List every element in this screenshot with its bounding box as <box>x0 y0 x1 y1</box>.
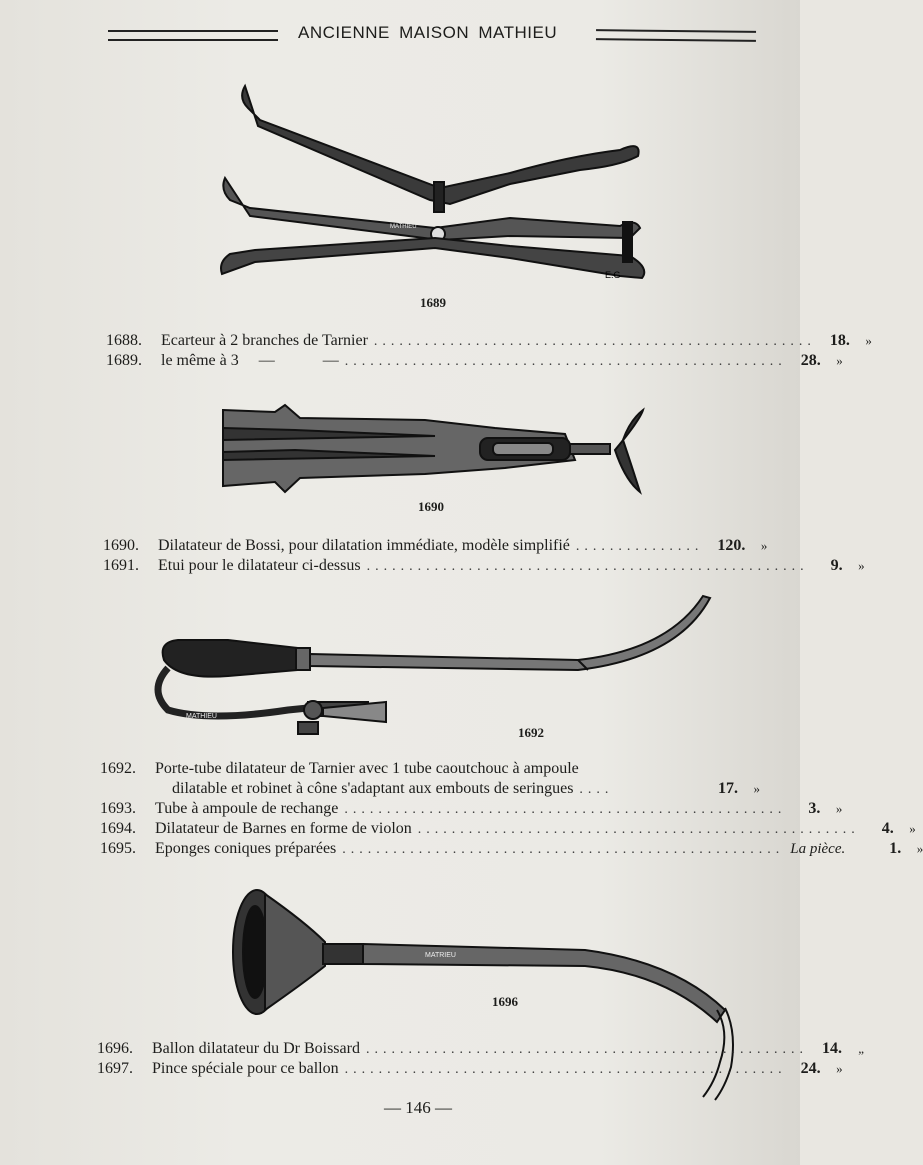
entry-unit: » <box>753 781 760 796</box>
entry-description: Etui pour le dilatateur ci-dessus <box>158 557 361 574</box>
leader-dots: .... <box>579 782 614 797</box>
maker-mark: MATHIEU <box>390 224 417 230</box>
entry-unit: » <box>760 538 768 553</box>
entry-price: 120. <box>717 537 746 554</box>
page-header <box>108 22 758 48</box>
entry-description: Porte-tube dilatateur de Tarnier avec 1 tube caoutchouc à ampoule <box>155 760 579 777</box>
entry-row <box>100 760 760 780</box>
entry-number: 1692. <box>100 760 136 777</box>
entry-row <box>100 800 843 820</box>
engraver-mark: E.G <box>605 270 621 280</box>
entry-description: le même à 3 — — <box>161 352 339 369</box>
entry-description: Ballon dilatateur du Dr Boissard <box>152 1040 360 1057</box>
leader-dots: ............... <box>575 539 704 554</box>
leader-dots: .................................................... <box>417 822 860 837</box>
entry-price: 24. <box>800 1060 821 1077</box>
figure-1689-retractor <box>210 78 670 293</box>
entry-row <box>97 1060 843 1080</box>
entry-row <box>106 352 843 372</box>
entry-unit: » <box>836 1061 843 1076</box>
entry-continuation: dilatable et robinet à cône s'adaptant aux embouts de seringues <box>172 780 574 797</box>
entry-row-continuation <box>100 780 760 800</box>
entry-description: Eponges coniques préparées <box>155 840 337 857</box>
entry-price: 3. <box>808 800 821 817</box>
entry-price: 4. <box>881 820 894 837</box>
entry-price: 9. <box>830 557 843 574</box>
entry-number: 1691. <box>103 557 139 574</box>
entry-number: 1693. <box>100 800 136 817</box>
entry-row <box>97 1040 864 1060</box>
entry-unit: „ <box>858 1041 864 1056</box>
entry-row <box>100 840 923 860</box>
entry-row <box>100 820 916 840</box>
leader-dots: .................................................... <box>344 354 787 369</box>
entry-row <box>103 537 768 557</box>
entry-description: Ecarteur à 2 branches de Tarnier <box>161 332 368 349</box>
entry-unit: » <box>865 333 872 348</box>
leader-dots: .................................................... <box>344 802 787 817</box>
leader-dots: .................................................... <box>365 1042 808 1057</box>
maker-mark: MATRIEU <box>425 952 456 959</box>
page-number: — 146 — <box>384 1098 452 1117</box>
leader-dots: .................................................... <box>373 334 816 349</box>
leader-dots: .................................................... <box>366 559 809 574</box>
entry-note: La pièce. <box>790 841 846 857</box>
entry-number: 1696. <box>97 1040 133 1057</box>
entry-unit: » <box>858 558 865 573</box>
header-rule-right <box>596 29 756 42</box>
entry-number: 1689. <box>106 352 142 369</box>
entry-number: 1695. <box>100 840 136 857</box>
figure-1690-bossi-dilator <box>215 400 655 500</box>
entry-description: Dilatateur de Bossi, pour dilatation immédiate, modèle simplifié <box>158 537 570 554</box>
entry-number: 1697. <box>97 1060 133 1077</box>
entry-unit: » <box>836 353 843 368</box>
entry-price: 17. <box>718 780 738 797</box>
header-rule-left <box>108 30 278 41</box>
entry-number: 1690. <box>103 537 139 554</box>
entry-price: 18. <box>829 332 850 349</box>
header-title: ANCIENNE MAISON MATHIEU <box>298 23 558 42</box>
leader-dots: .................................................... <box>344 1062 787 1077</box>
entry-description: Dilatateur de Barnes en forme de violon <box>155 820 412 837</box>
figure-1692-tube-holder <box>148 590 718 745</box>
entry-number: 1694. <box>100 820 136 837</box>
figure-1689-label: 1689 <box>420 295 446 310</box>
leader-dots: .................................................... <box>342 842 785 857</box>
figure-1692-label: 1692 <box>518 725 544 740</box>
entry-unit: » <box>909 821 916 836</box>
figure-1690-label: 1690 <box>418 499 444 514</box>
entry-description: Pince spéciale pour ce ballon <box>152 1060 339 1077</box>
maker-mark: MATHIEU <box>186 713 217 720</box>
entry-price: 28. <box>800 352 821 369</box>
figure-1696-label: 1696 <box>492 994 518 1009</box>
entry-number: 1688. <box>106 332 142 349</box>
entry-price: 14. <box>821 1040 842 1057</box>
entry-unit: » <box>916 841 923 856</box>
entry-description: Tube à ampoule de rechange <box>155 800 339 817</box>
entry-unit: » <box>835 801 843 816</box>
entry-row <box>103 557 865 577</box>
entry-price: 1. <box>889 840 902 857</box>
entry-row <box>106 332 872 352</box>
